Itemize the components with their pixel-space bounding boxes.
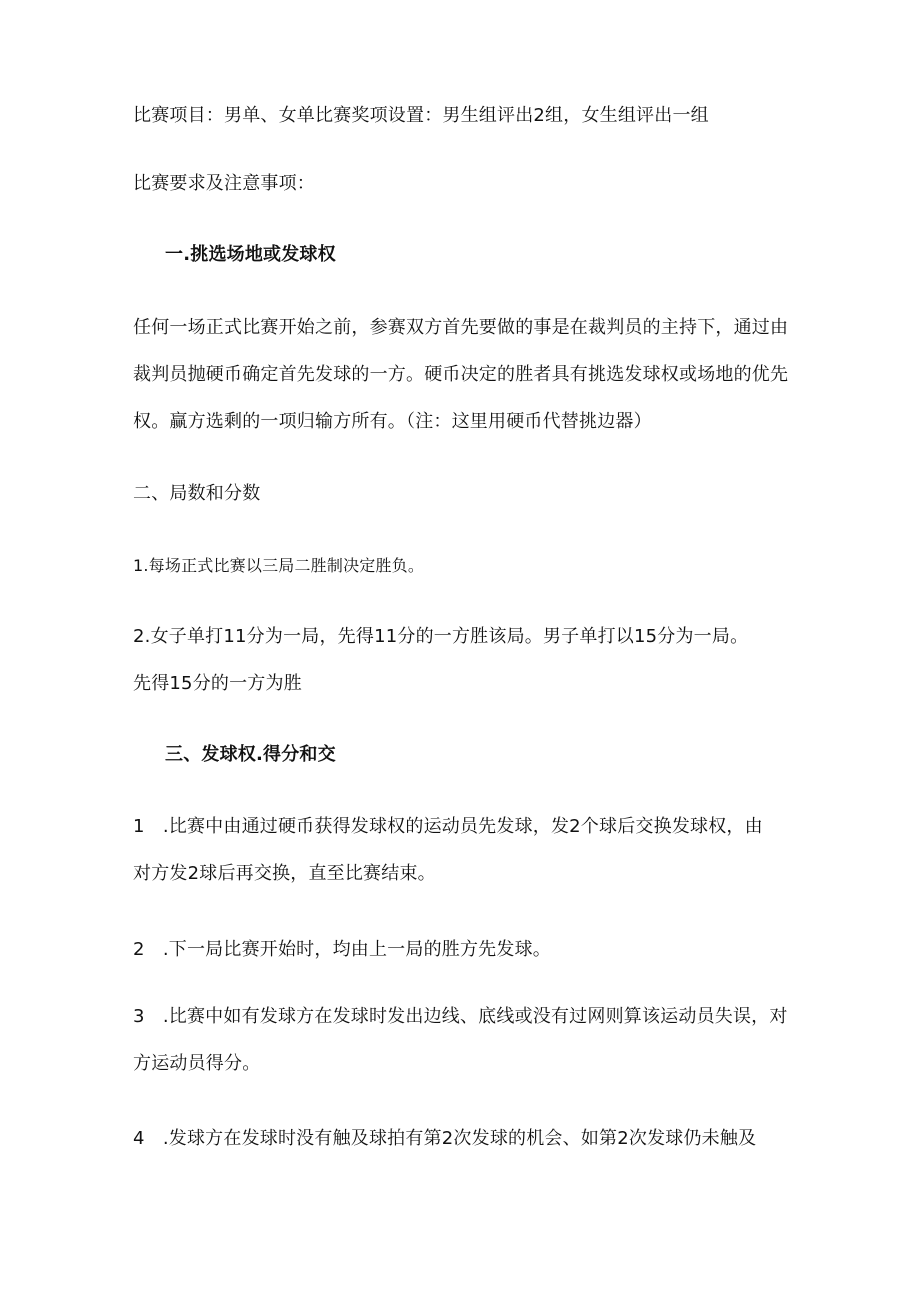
paragraph-1-line-1: 任何一场正式比赛开始之前，参赛双方首先要做的事是在裁判员的主持下，通过由 bbox=[133, 317, 789, 338]
rule-3-1-line-2: 对方发2球后再交换，直至比赛结束。 bbox=[133, 863, 436, 884]
section-heading-1: 一.挑选场地或发球权 bbox=[165, 244, 336, 265]
rule-3-3-line-1: 3 .比赛中如有发球方在发球时发出边线、底线或没有过网则算该运动员失误，对 bbox=[133, 1006, 788, 1027]
rule-3-3-line-2: 方运动员得分。 bbox=[133, 1053, 261, 1074]
section-heading-3: 三、发球权.得分和交 bbox=[165, 744, 336, 765]
rule-2-1: 1.每场正式比赛以三局二胜制决定胜负。 bbox=[133, 556, 425, 575]
rule-2-2-line-2: 先得15分的一方为胜 bbox=[133, 673, 302, 694]
section-heading-2: 二、局数和分数 bbox=[133, 483, 261, 504]
requirements-title: 比赛要求及注意事项： bbox=[133, 173, 315, 194]
rule-3-2: 2 .下一局比赛开始时，均由上一局的胜方先发球。 bbox=[133, 939, 551, 960]
rule-3-1-line-1: 1 .比赛中由通过硬币获得发球权的运动员先发球，发2个球后交换发球权，由 bbox=[133, 816, 763, 837]
paragraph-1-line-3: 权。赢方选剩的一项归输方所有。（注：这里用硬币代替挑边器） bbox=[133, 411, 652, 432]
competition-events-line: 比赛项目：男单、女单比赛奖项设置：男生组评出2组，女生组评出一组 bbox=[133, 105, 709, 126]
paragraph-1-line-2: 裁判员抛硬币确定首先发球的一方。硬币决定的胜者具有挑选发球权或场地的优先 bbox=[133, 364, 789, 385]
rule-3-4-line-1: 4 .发球方在发球时没有触及球拍有第2次发球的机会、如第2次发球仍未触及 bbox=[133, 1128, 757, 1149]
rule-2-2-line-1: 2.女子单打11分为一局，先得11分的一方胜该局。男子单打以15分为一局。 bbox=[133, 626, 749, 647]
